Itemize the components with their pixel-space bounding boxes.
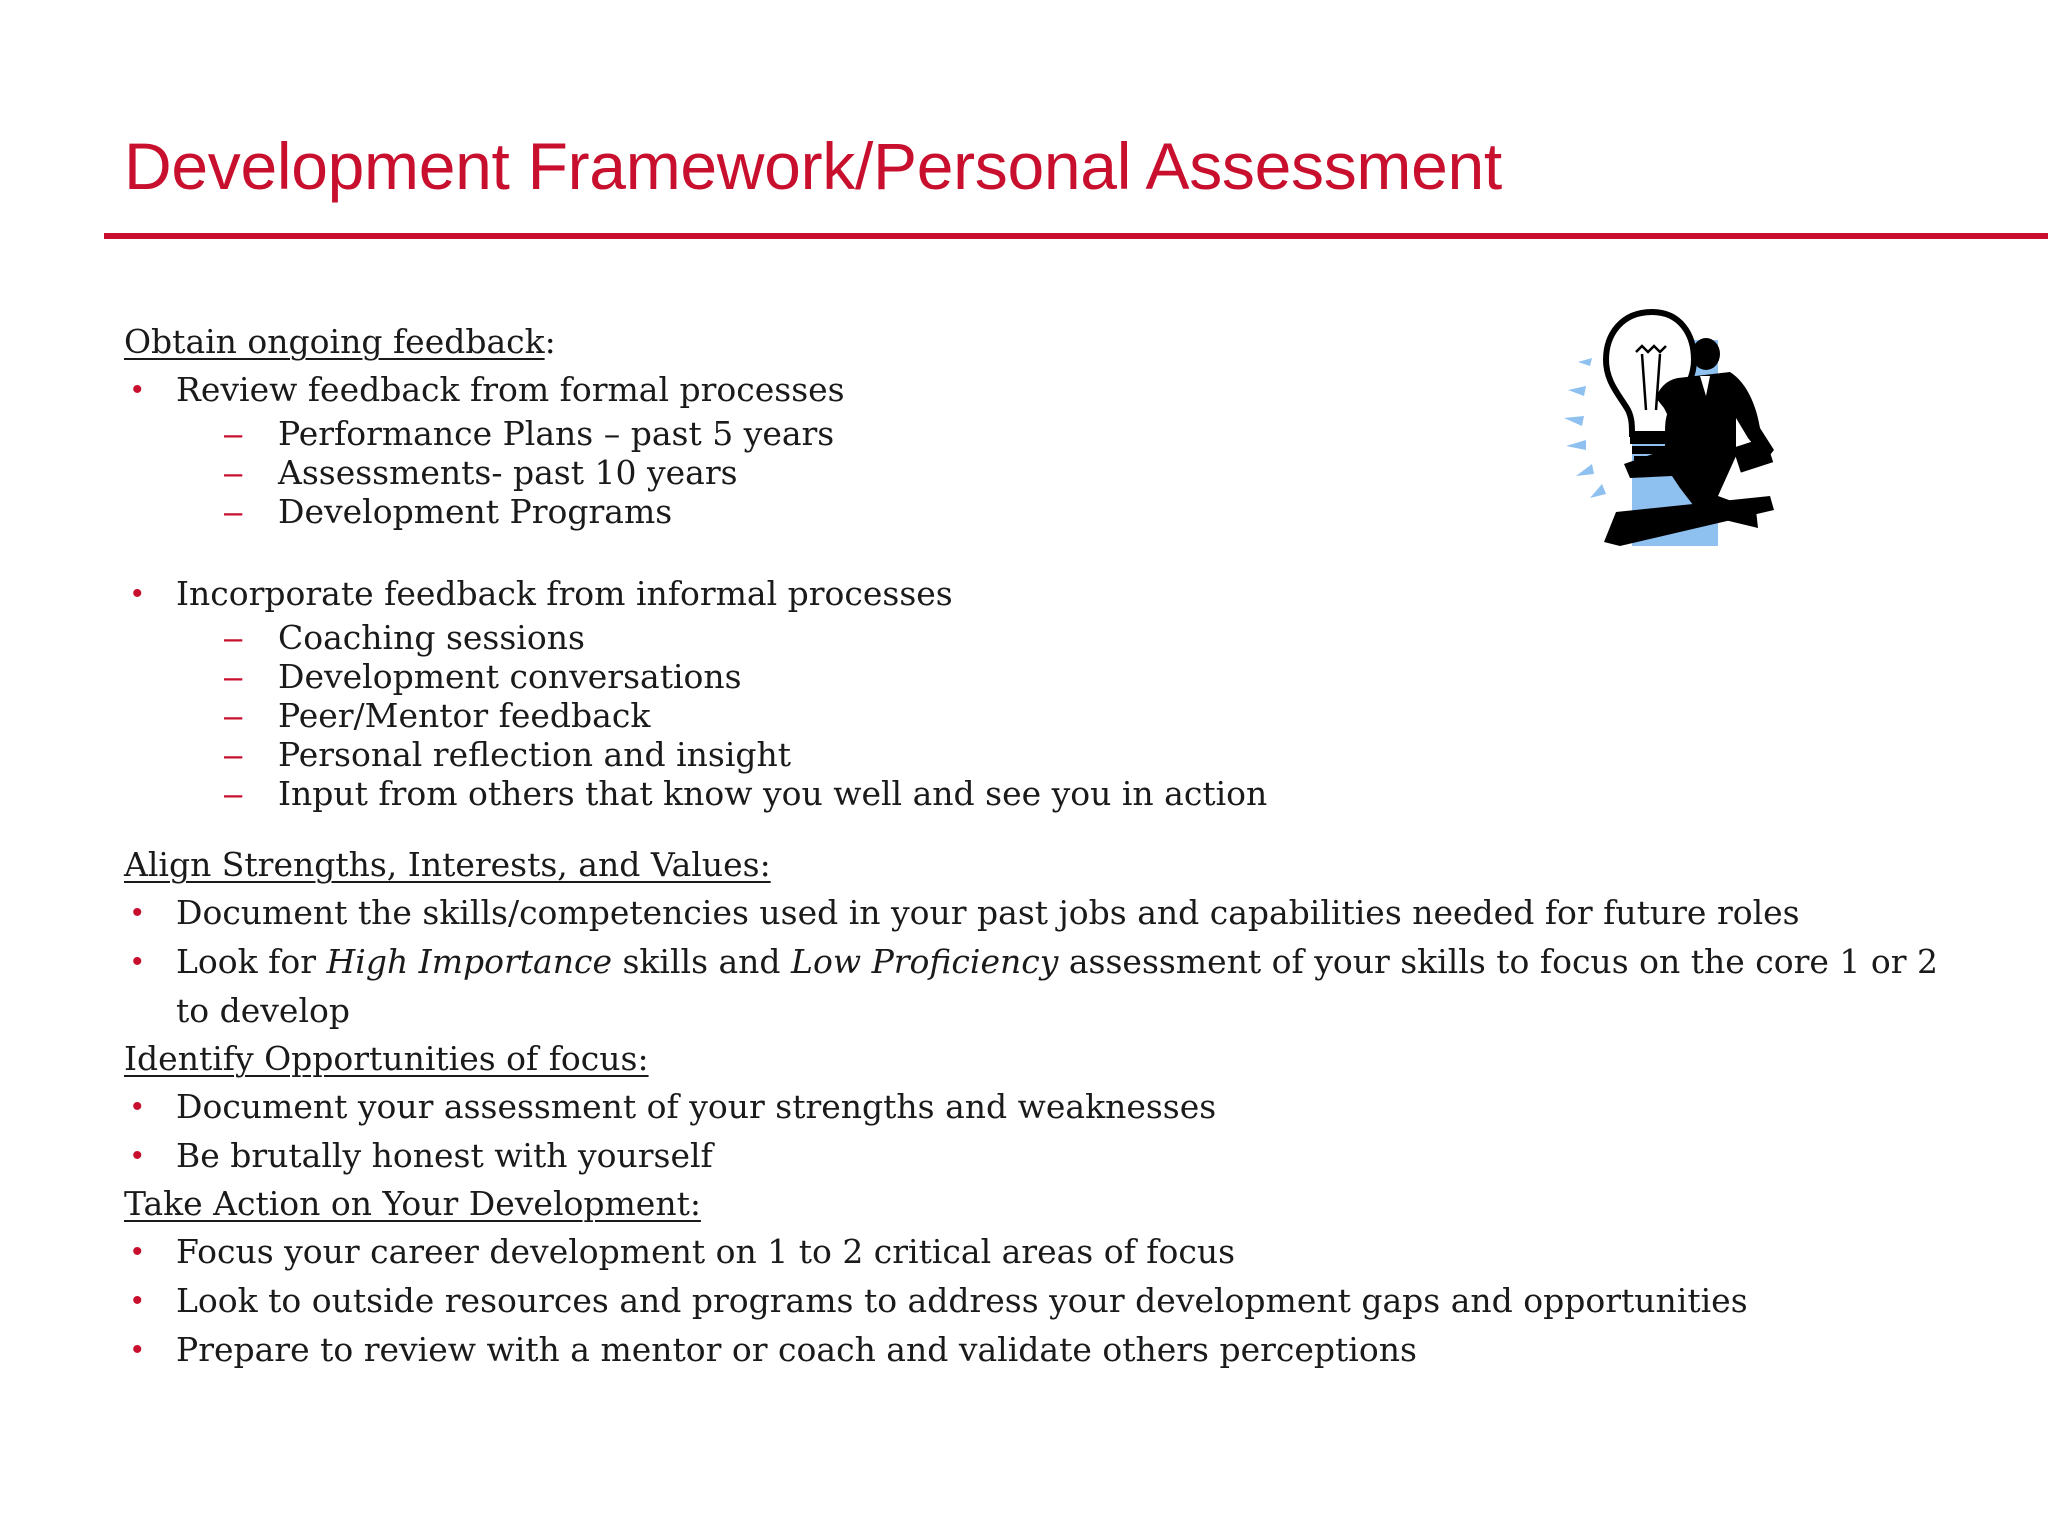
spacer [124,813,2004,841]
sub-item [124,774,2004,813]
emphasis-low-proficiency: Low Proficiency [791,942,1059,981]
bullet-text: Incorporate feedback from informal processes [176,574,953,613]
bullet-dot-icon: • [132,1139,143,1172]
bullet-text: Look to outside resources and programs to address your development gaps and opportunities [176,1281,1748,1320]
bullet-dot-icon: • [132,373,143,406]
bullet-high-importance [124,937,1956,1035]
section-heading-align [124,841,2004,888]
slide-body [124,318,2004,1374]
bullet-item [124,1276,2004,1325]
dash-icon: – [224,697,243,734]
heading-feedback-colon: : [544,322,556,361]
dash-icon: – [224,493,243,530]
bullet-dot-icon: • [132,1284,143,1317]
sub-item-text: Development Programs [278,492,673,531]
dash-icon: – [224,736,243,773]
bullet-text: Document the skills/competencies used in your past jobs and capabilities needed for future roles [176,893,1800,932]
sub-item [124,414,2004,453]
bullet-item [124,1131,2004,1180]
bullet-text-post: assessment of your skills to focus on the core 1 or 2 to develop [176,942,1939,1030]
bullet-formal-processes [124,365,2004,414]
bullet-dot-icon: • [132,1090,143,1123]
sub-item-text: Peer/Mentor feedback [278,696,651,735]
bullet-text: Review feedback from formal processes [176,370,845,409]
sub-item [124,735,2004,774]
section-heading-identify [124,1035,2004,1082]
slide-title: Development Framework/Personal Assessment [124,129,1502,203]
dash-icon: – [224,775,243,812]
emphasis-high-importance: High Importance [326,942,612,981]
bullet-text: Prepare to review with a mentor or coach and validate others perceptions [176,1330,1417,1369]
dash-icon: – [224,658,243,695]
bullet-document-skills [124,888,2004,937]
section-heading-action [124,1180,2004,1227]
bullet-text-mid: skills and [611,942,792,981]
sub-item [124,657,2004,696]
bullet-item [124,1227,2004,1276]
section-heading-feedback [124,318,2004,365]
sub-item-text: Assessments- past 10 years [278,453,738,492]
bullet-dot-icon: • [132,945,143,978]
bullet-informal-processes [124,569,2004,618]
sub-item [124,453,2004,492]
title-divider [104,233,2048,239]
dash-icon: – [224,454,243,491]
heading-action-text: Take Action on Your Development: [124,1184,701,1223]
spacer [124,531,2004,569]
dash-icon: – [224,619,243,656]
bullet-dot-icon: • [132,896,143,929]
bullet-text-pre: Look for [176,942,327,981]
bullet-item [124,1325,2004,1374]
sub-item [124,618,2004,657]
bullet-dot-icon: • [132,1333,143,1366]
bullet-text: Be brutally honest with yourself [176,1136,713,1175]
heading-feedback-text: Obtain ongoing feedback [124,322,545,361]
sub-item-text: Development conversations [278,657,742,696]
heading-identify-text: Identify Opportunities of focus: [124,1039,649,1078]
sub-item-text: Performance Plans – past 5 years [278,414,835,453]
bullet-text: Document your assessment of your strengths and weaknesses [176,1087,1217,1126]
sub-item [124,696,2004,735]
sub-item-text: Coaching sessions [278,618,585,657]
heading-align-text: Align Strengths, Interests, and Values: [124,845,771,884]
sub-item-text: Input from others that know you well and see you in action [278,774,1268,813]
bullet-dot-icon: • [132,1235,143,1268]
dash-icon: – [224,415,243,452]
bullet-item [124,1082,2004,1131]
sub-item-text: Personal reflection and insight [278,735,792,774]
bullet-text: Focus your career development on 1 to 2 critical areas of focus [176,1232,1236,1271]
sub-item [124,492,2004,531]
bullet-dot-icon: • [132,577,143,610]
